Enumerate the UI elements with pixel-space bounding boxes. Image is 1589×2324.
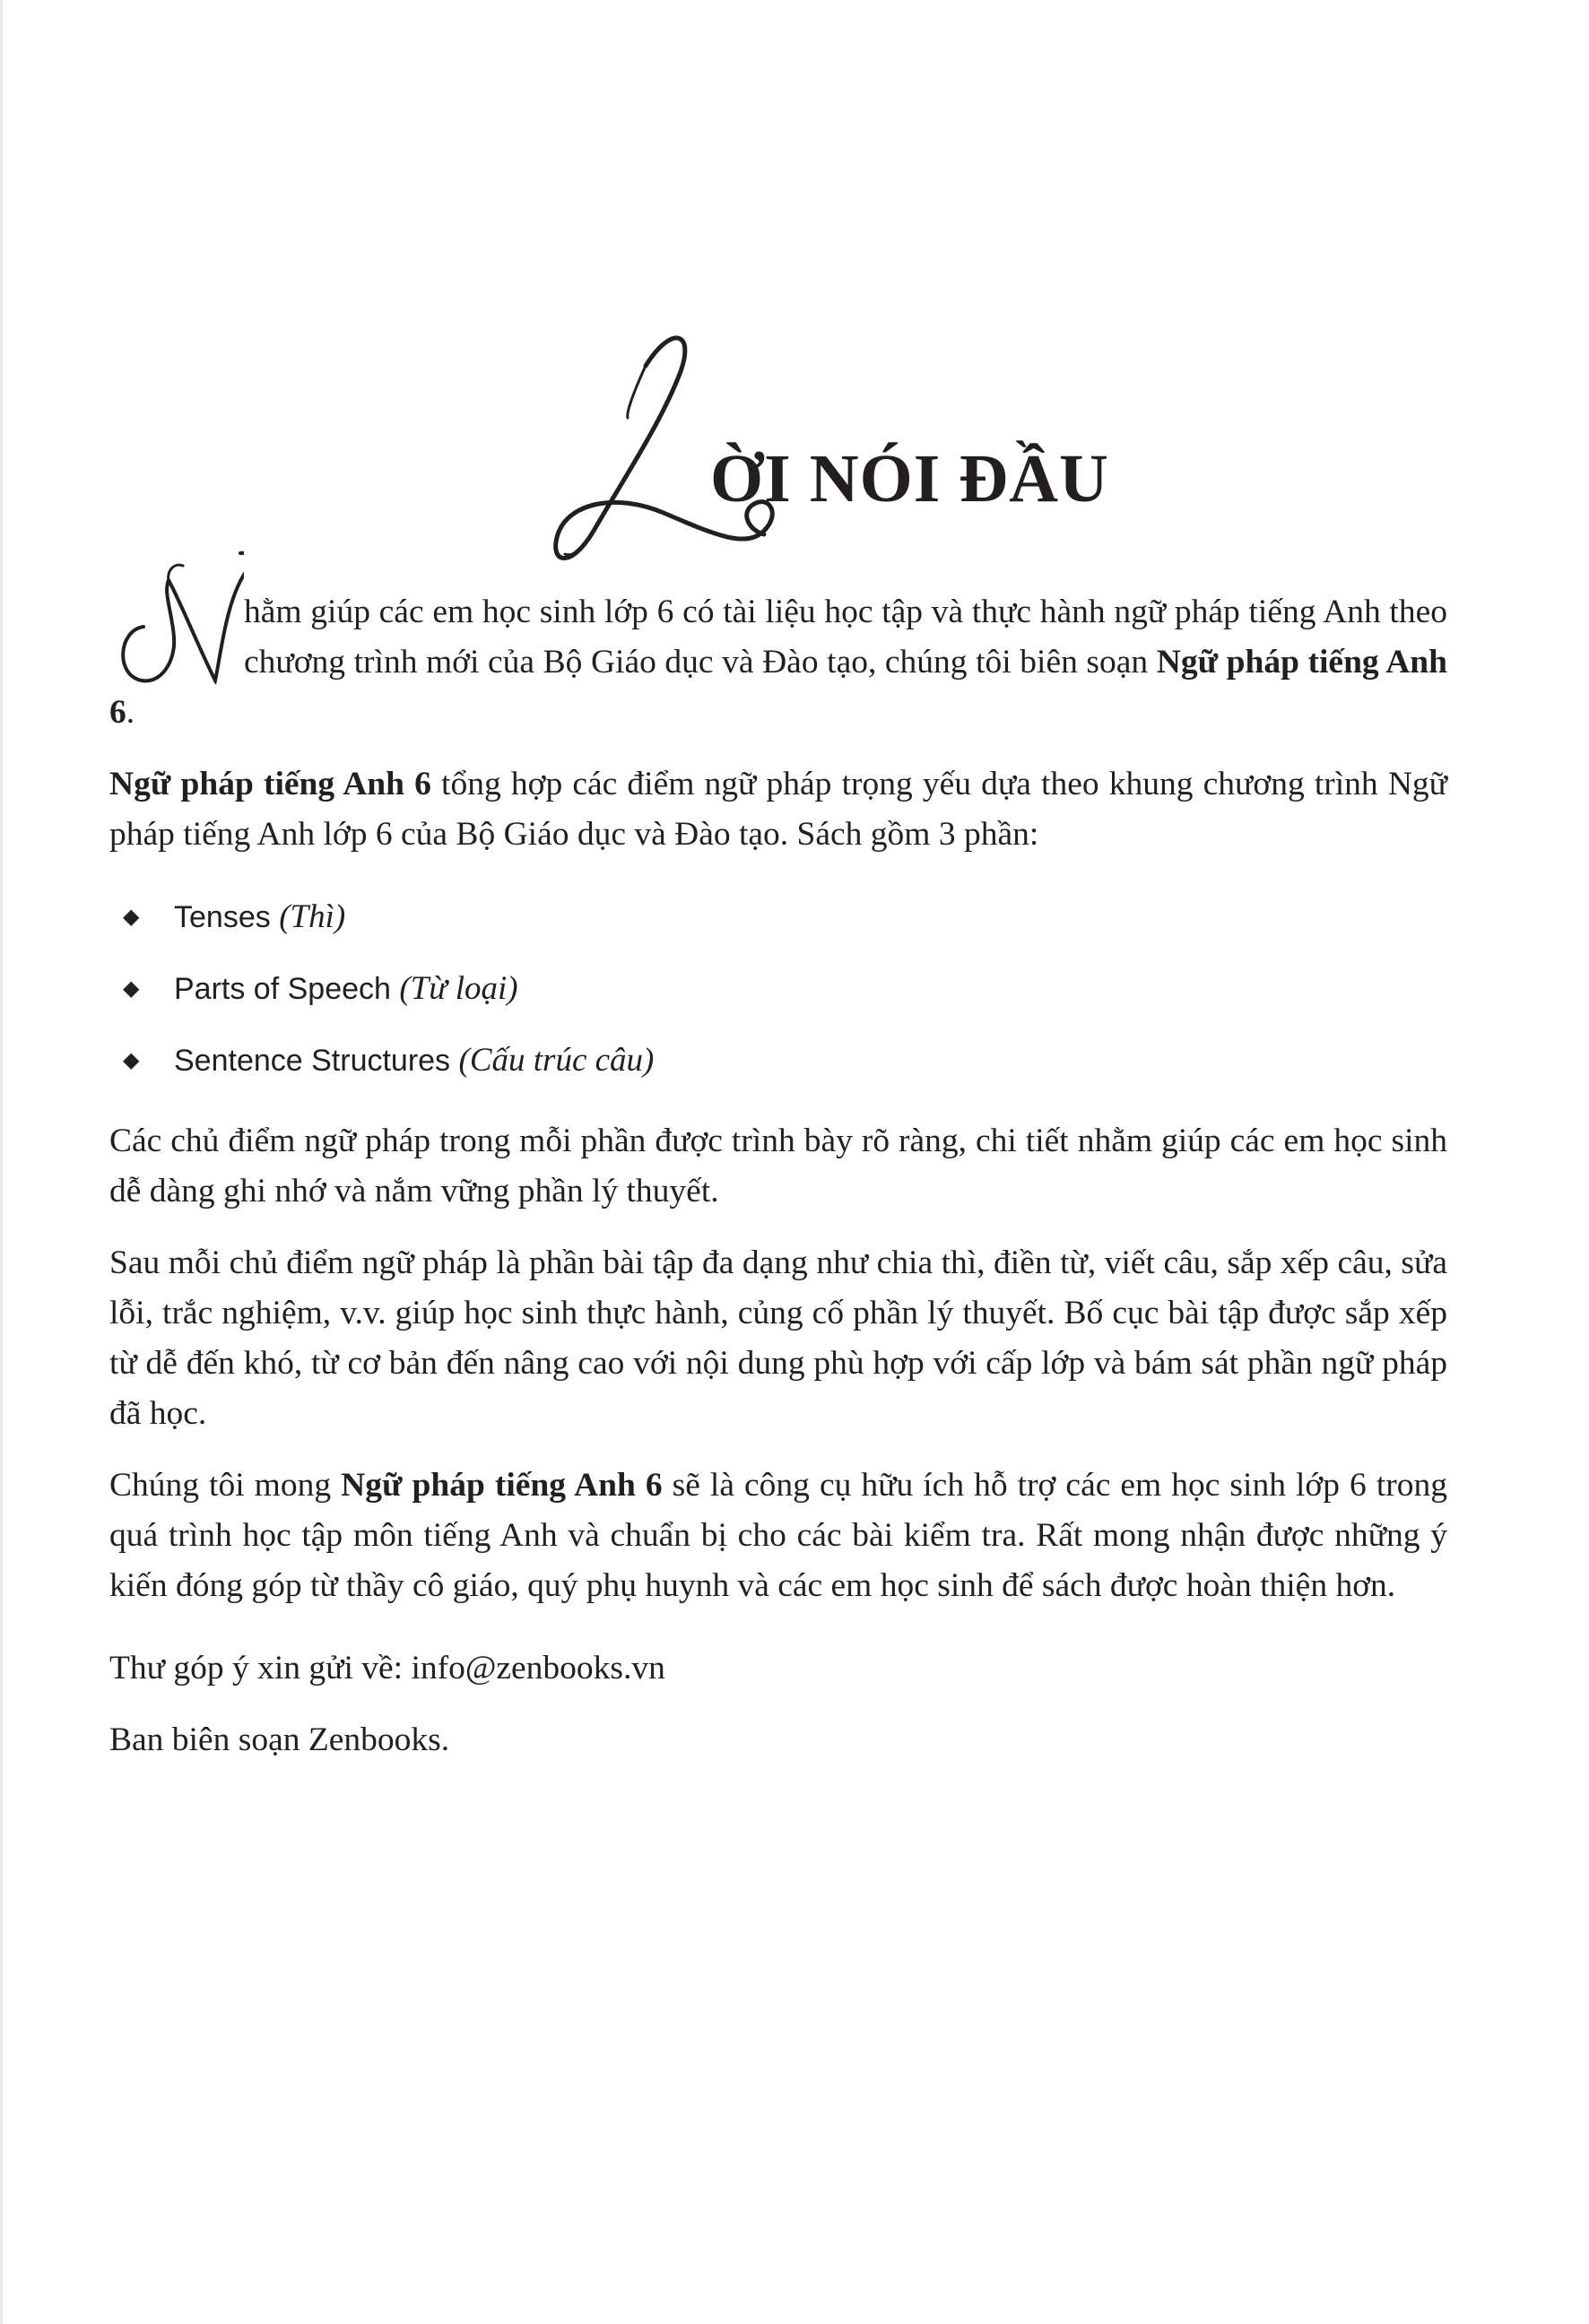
part-translation: (Cấu trúc câu): [458, 1042, 655, 1079]
hope-text: sẽ là công cụ hữu ích hỗ trợ các em học sinh lớp 6 trong quá trình học tập môn tiếng Anh và chuẩn bị cho các bài kiểm tra. Rất mong nhận được những ý kiến đóng góp từ thầy cô giáo, quý phụ huynh và các em học sinh để sách được hoàn thiện hơn.: [109, 1467, 1447, 1604]
part-name: Tenses: [174, 900, 280, 934]
topics-paragraph: Các chủ điểm ngữ pháp trong mỗi phần được trình bày rõ ràng, chi tiết nhằm giúp các em học sinh dễ dàng ghi nhớ và nắm vững phần lý thuyết.: [109, 1123, 1447, 1210]
part-name: Sentence Structures: [174, 1044, 459, 1078]
diamond-bullet-icon: ◆: [123, 1048, 140, 1072]
intro-book-title: Ngữ pháp tiếng Anh 6: [109, 644, 1447, 731]
part-translation: (Thì): [279, 898, 346, 935]
intro-paragraph: [109, 587, 1447, 738]
list-item: [109, 1025, 1447, 1097]
list-item: [109, 881, 1447, 953]
diamond-bullet-icon: ◆: [123, 905, 140, 929]
list-item: [109, 953, 1447, 1025]
preface-body: [109, 587, 1447, 1776]
part-translation: (Từ loại): [399, 970, 518, 1007]
part-name: Parts of Speech: [174, 972, 400, 1006]
contact-line: Thư góp ý xin gửi về: info@zenbooks.vn: [109, 1650, 665, 1687]
summary-book-title: Ngữ pháp tiếng Anh 6: [109, 766, 431, 802]
page-title: [538, 323, 1109, 610]
intro-end: .: [126, 694, 135, 731]
signature-line: Ban biên soạn Zenbooks.: [109, 1721, 450, 1758]
intro-text: hằm giúp các em học sinh lớp 6 có tài liệu học tập và thực hành ngữ pháp tiếng Anh theo chương trình mới của Bộ Giáo dục và Đào tạo, chúng tôi biên soạn: [244, 594, 1447, 681]
summary-text: tổng hợp các điểm ngữ pháp trọng yếu dựa theo khung chương trình Ngữ pháp tiếng Anh lớp 6 của Bộ Giáo dục và Đào tạo. Sách gồm 3 phần:: [109, 766, 1447, 853]
parts-list: [109, 881, 1447, 1097]
hope-paragraph: [109, 1461, 1447, 1611]
page-edge-shadow: [0, 0, 3, 2324]
hope-lead: Chúng tôi mong: [109, 1467, 342, 1504]
exercises-paragraph: Sau mỗi chủ điểm ngữ pháp là phần bài tập đa dạng như chia thì, điền từ, viết câu, sắp xếp câu, sửa lỗi, trắc nghiệm, v.v. giúp học sinh thực hành, củng cố phần lý thuyết. Bố cục bài tập được sắp xếp từ dễ đến khó, từ cơ bản đến nâng cao với nội dung phù hợp với cấp lớp và bám sát phần ngữ pháp đã học.: [109, 1244, 1447, 1432]
summary-paragraph: [109, 759, 1447, 860]
closing-block: [109, 1633, 1447, 1776]
dropcap-letter-n: [109, 550, 244, 684]
hope-book-title: Ngữ pháp tiếng Anh 6: [341, 1467, 663, 1504]
diamond-bullet-icon: ◆: [123, 976, 140, 1001]
title-text: ỜI NÓI ĐẦU: [710, 441, 1109, 516]
